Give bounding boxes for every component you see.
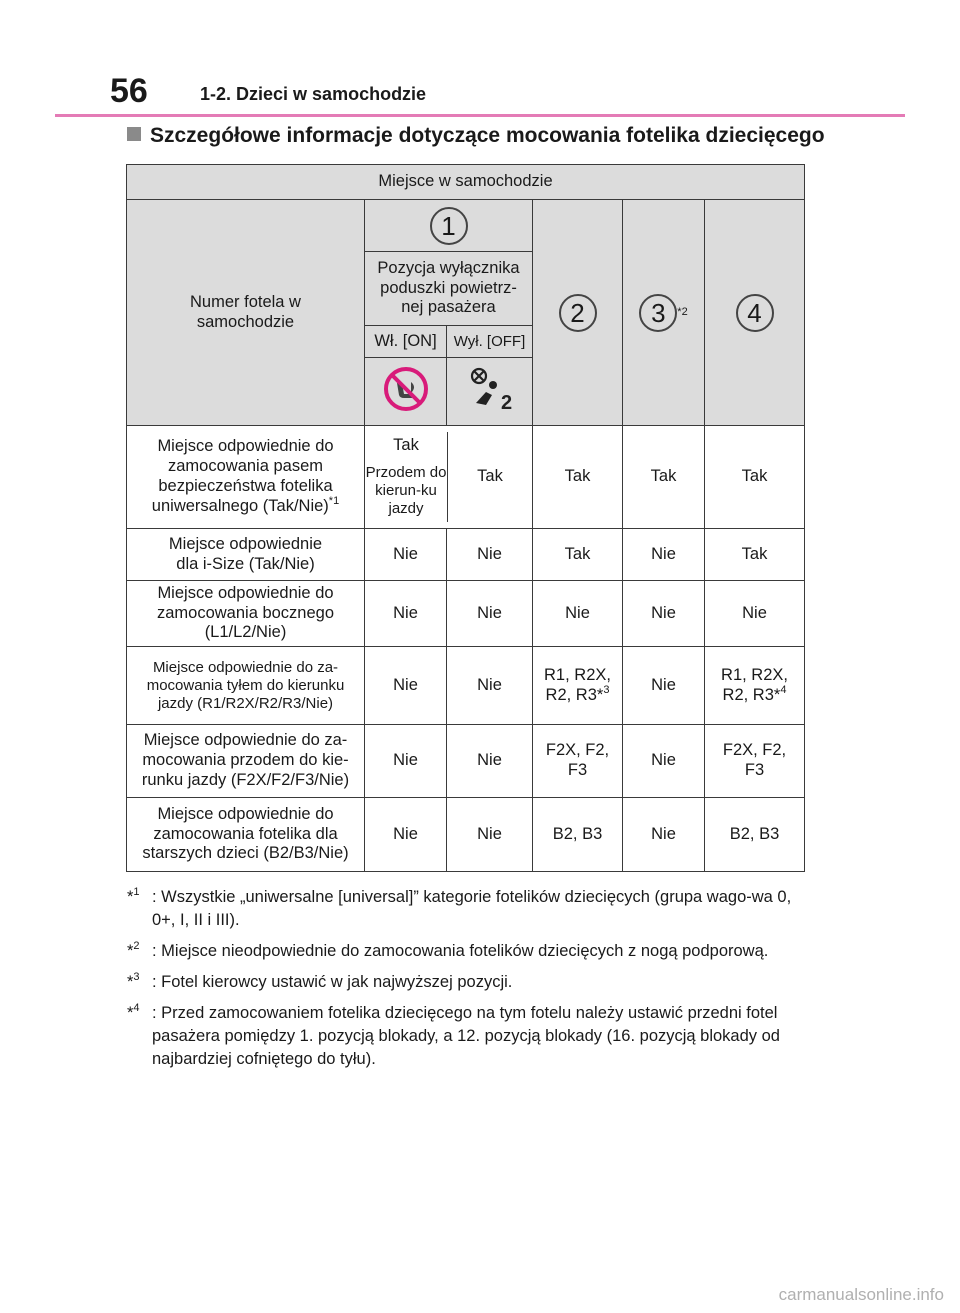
cell: R1, R2X, R2, R3*$^3$ bbox=[533, 647, 623, 725]
cell: Nie bbox=[365, 725, 447, 798]
seat-1-cell bbox=[365, 426, 533, 529]
cell: Nie bbox=[447, 798, 533, 872]
seat-3-cell: Tak bbox=[623, 426, 705, 529]
cell: Nie bbox=[365, 798, 447, 872]
cell: Nie bbox=[623, 581, 705, 647]
row-label: Miejsce odpowiednie do zamocowania pasem bezpieczeństwa fotelika uniwersalnego $(Tak/Nie)^{*1}$ bbox=[127, 426, 365, 529]
table-row bbox=[127, 647, 805, 725]
cell: Nie bbox=[705, 581, 805, 647]
footnote: *$^1$ : Wszystkie „uniwersalne [universal]” kategorie fotelików dziecięcych (grupa wago-wa 0, 0+, I, II i III). bbox=[127, 886, 792, 929]
cell: Nie bbox=[623, 647, 705, 725]
table-row bbox=[127, 798, 805, 872]
table-row bbox=[127, 426, 805, 529]
cell: B2, B3 bbox=[705, 798, 805, 872]
header-rule bbox=[55, 114, 905, 117]
cell: Nie bbox=[447, 581, 533, 647]
passenger-airbag-off-icon bbox=[466, 365, 514, 413]
page-header bbox=[0, 0, 960, 120]
row-label: Miejsce odpowiednie do za-mocowania tyłem do kierunku jazdy (R1/R2X/R2/R3/Nie) bbox=[127, 647, 365, 725]
table-row bbox=[127, 581, 805, 647]
chapter-title: 1-2. Dzieci w samochodzie bbox=[200, 84, 427, 104]
square-bullet-icon bbox=[127, 127, 141, 141]
cell: Nie bbox=[533, 581, 623, 647]
footnote: *$^2$ : Miejsce nieodpowiednie do zamocowania fotelików dziecięcych z nogą podporową. bbox=[127, 940, 769, 960]
seat-3-number: 3 $^{*2}$ bbox=[623, 200, 705, 426]
table-row bbox=[127, 725, 805, 798]
seat-number-label: Numer fotela w samochodzie bbox=[127, 200, 365, 426]
place-header: Miejsce w samochodzie bbox=[127, 165, 805, 200]
page-number: 56 bbox=[110, 72, 148, 110]
cell: Tak bbox=[533, 529, 623, 581]
row-label: Miejsce odpowiednie dla i-Size (Tak/Nie) bbox=[127, 529, 365, 581]
cell: F2X, F2, F3 bbox=[533, 725, 623, 798]
footnotes bbox=[127, 886, 807, 1079]
row-label: Miejsce odpowiednie do zamocowania fotelika dla starszych dzieci (B2/B3/Nie) bbox=[127, 798, 365, 872]
row-label: Miejsce odpowiednie do za-mocowania przodem do kie-runku jazdy (F2X/F2/F3/Nie) bbox=[127, 725, 365, 798]
cell: Nie bbox=[365, 581, 447, 647]
cell: Nie bbox=[447, 529, 533, 581]
cell: Nie bbox=[447, 725, 533, 798]
seat-1-off-value: Tak bbox=[477, 467, 503, 486]
seat-2-number: 2 bbox=[533, 200, 623, 426]
airbag-switch-label: Pozycja wyłącznika poduszki powietrz-nej pasażera bbox=[365, 252, 533, 326]
switch-on-label: Wł. [ON] bbox=[365, 326, 447, 358]
cell: Nie bbox=[623, 529, 705, 581]
cell: R1, R2X, R2, R3*$^4$ bbox=[705, 647, 805, 725]
switch-off-label: Wył. [OFF] bbox=[447, 326, 533, 358]
footnote: *$^4$ : Przed zamocowaniem fotelika dziecięcego na tym fotelu należy ustawić przedni fotel pasażera pomiędzy 1. pozycją blokady, a 12. pozycją blokady (16. pozycją blokady od najbardziej cofniętego do tyłu). bbox=[127, 1002, 780, 1068]
cell: Nie bbox=[365, 647, 447, 725]
table-row bbox=[127, 529, 805, 581]
passenger-airbag-off-cell bbox=[447, 358, 533, 426]
cell: F2X, F2, F3 bbox=[705, 725, 805, 798]
passenger-airbag-on-cell bbox=[365, 358, 447, 426]
cell: Nie bbox=[447, 647, 533, 725]
cell: B2, B3 bbox=[533, 798, 623, 872]
row-label: Miejsce odpowiednie do zamocowania bocznego (L1/L2/Nie) bbox=[127, 581, 365, 647]
seat-1-number: 1 bbox=[365, 200, 533, 252]
section-title: Szczegółowe informacje dotyczące mocowania fotelika dziecięcego bbox=[127, 124, 825, 148]
seat-2-cell: Tak bbox=[533, 426, 623, 529]
cell: Nie bbox=[365, 529, 447, 581]
seat-1-direction: Przodem do kierun-ku jazdy bbox=[365, 463, 447, 517]
airbag-off-number: 2 bbox=[500, 391, 512, 413]
seat-4-cell: Tak bbox=[705, 426, 805, 529]
cell: Nie bbox=[623, 725, 705, 798]
child-seat-table bbox=[126, 164, 805, 872]
footnote: *$^3$ : Fotel kierowcy ustawić w jak najwyższej pozycji. bbox=[127, 971, 513, 991]
cell: Nie bbox=[623, 798, 705, 872]
seat-1-value: Tak bbox=[393, 436, 419, 455]
cell: Tak bbox=[705, 529, 805, 581]
passenger-airbag-on-icon bbox=[382, 365, 430, 413]
seat-4-number: 4 bbox=[705, 200, 805, 426]
watermark: carmanualsonline.info bbox=[778, 1285, 944, 1304]
